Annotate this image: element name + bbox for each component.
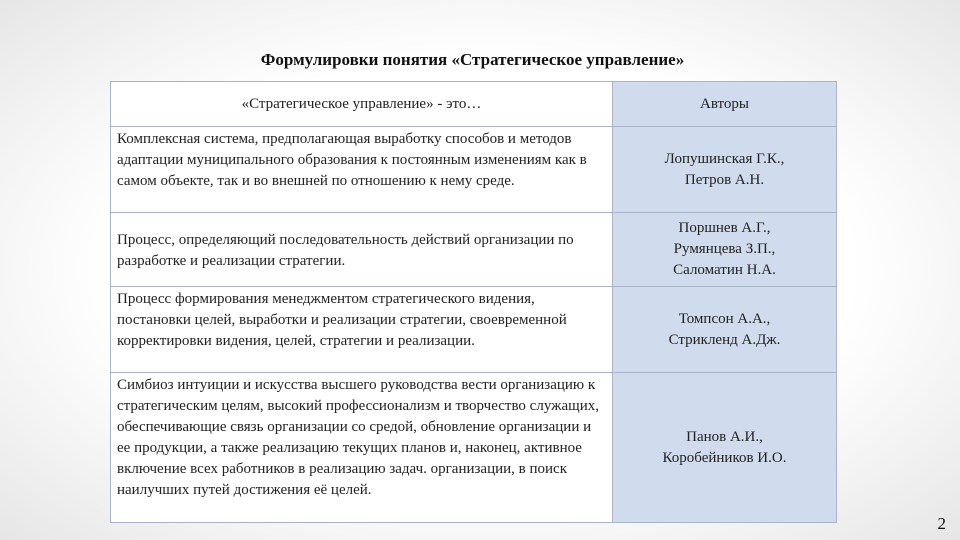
table-row [111, 127, 837, 213]
author-name: Лопушинская Г.К., [664, 150, 785, 167]
definitions-table [110, 81, 837, 523]
page-number: 2 [937, 514, 946, 533]
author-name: Панов А.И., [686, 428, 763, 445]
author-name: Поршнев А.Г., [678, 220, 771, 236]
table-header-row [111, 82, 837, 127]
authors-cell [613, 287, 837, 373]
author-name: Коробейников И.О. [662, 449, 787, 466]
authors-cell [613, 373, 837, 523]
author-name: Саломатин Н.А. [673, 262, 776, 278]
definition-cell: Процесс, определяющий последовательность действий организации по разработке и реализации стратегии. [111, 213, 613, 287]
table-row [111, 213, 837, 287]
header-definition: «Стратегическое управление» - это… [111, 82, 613, 127]
authors-cell [613, 127, 837, 213]
author-name: Румянцева З.П., [673, 241, 776, 257]
author-name: Томпсон А.А., [678, 310, 771, 327]
author-name: Стрикленд А.Дж. [668, 331, 781, 348]
slide-title: Формулировки понятия «Стратегическое управление» [260, 50, 685, 69]
table-row [111, 373, 837, 523]
header-authors: Авторы [613, 82, 837, 127]
definition-cell: Процесс формирования менеджментом стратегического видения, постановки целей, выработки и реализации стратегии, своевременной корректировки видения, целей, стратегии и реализации. [111, 287, 613, 373]
author-name: Петров А.Н. [684, 171, 765, 188]
definition-cell: Симбиоз интуиции и искусства высшего руководства вести организацию к стратегическим целям, высокий профессионализм и творчество служащих, обеспечивающие связь организации со средой, обновление организации и ее продукции, а также реализацию текущих планов и, наконец, активное включение всех работников в реализацию задач. организации, в поиск наилучших путей достижения её целей. [111, 373, 613, 523]
table-row [111, 287, 837, 373]
definition-cell: Комплексная система, предполагающая выработку способов и методов адаптации муниципального образования к постоянным изменениям как в самом объекте, так и во внешней по отношению к нему среде. [111, 127, 613, 213]
authors-cell [613, 213, 837, 287]
